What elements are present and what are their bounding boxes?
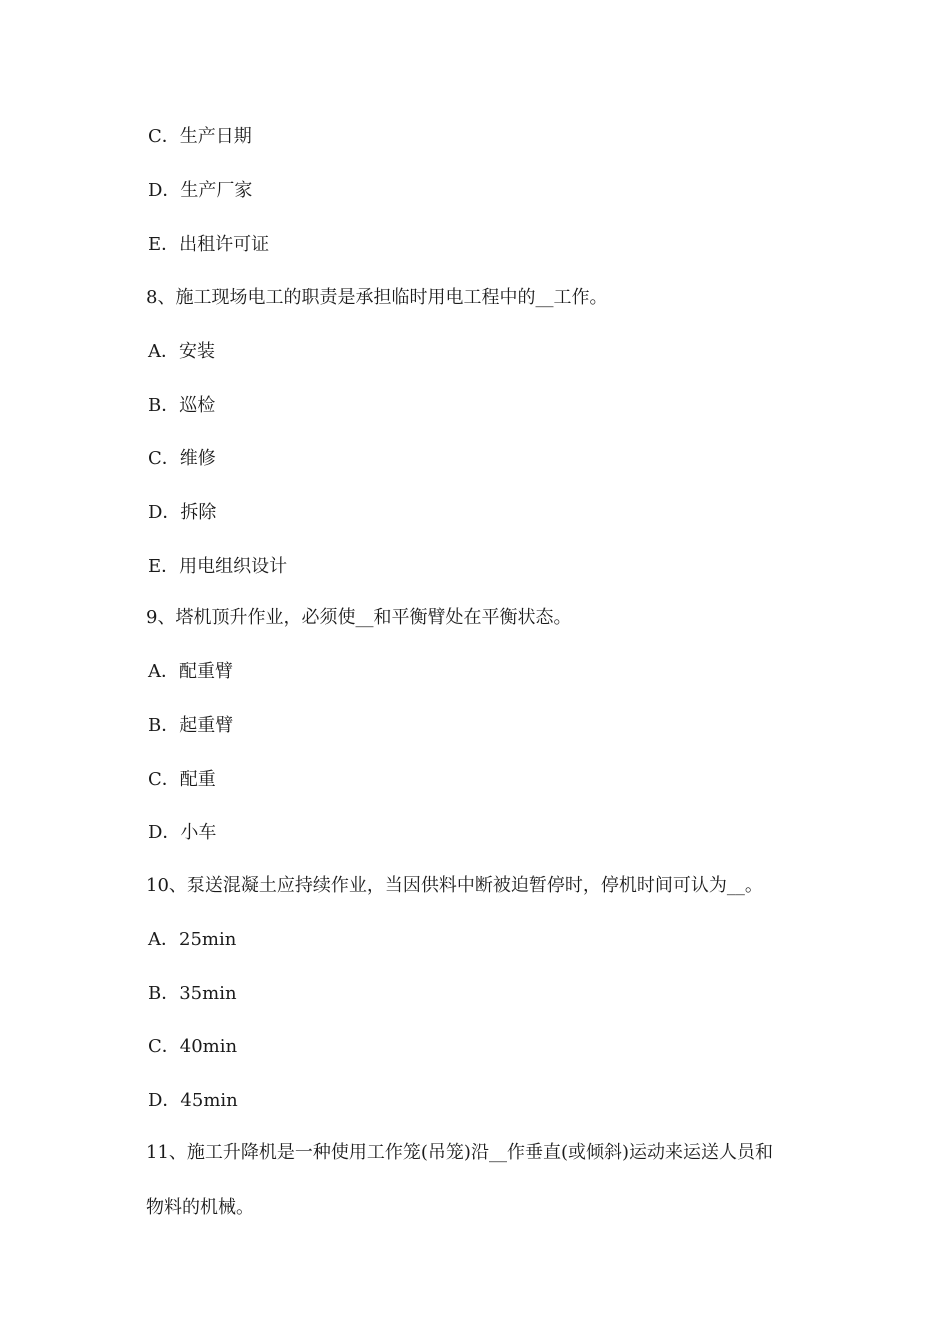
q9-option-b: B．起重臂	[148, 715, 234, 736]
option-c-production-date: C．生产日期	[148, 126, 252, 147]
q8-option-e: E．用电组织设计	[148, 556, 288, 577]
q9-option-c: C．配重	[148, 769, 216, 790]
q9-option-a: A．配重臂	[148, 661, 233, 682]
q8-option-b: B．巡检	[148, 395, 216, 416]
q10-option-c: C．40min	[148, 1036, 238, 1057]
question-11-continuation: 物料的机械。	[146, 1197, 254, 1218]
q8-option-d: D．拆除	[148, 502, 217, 523]
q8-option-a: A．安装	[148, 341, 215, 362]
q8-option-c: C．维修	[148, 448, 216, 469]
q10-option-d: D．45min	[148, 1090, 238, 1111]
q10-option-b: B．35min	[148, 983, 237, 1004]
option-e-rental-license: E．出租许可证	[148, 234, 270, 255]
option-d-manufacturer: D．生产厂家	[148, 180, 253, 201]
question-8: 8、施工现场电工的职责是承担临时用电工程中的__工作。	[146, 287, 608, 308]
q10-option-a: A．25min	[148, 929, 237, 950]
q9-option-d: D．小车	[148, 822, 217, 843]
question-11: 11、施工升降机是一种使用工作笼(吊笼)沿__作垂直(或倾斜)运动来运送人员和	[146, 1142, 773, 1163]
question-9: 9、塔机顶升作业，必须使__和平衡臂处在平衡状态。	[146, 607, 572, 628]
question-10: 10、泵送混凝土应持续作业，当因供料中断被迫暂停时，停机时间可认为__。	[146, 875, 763, 896]
